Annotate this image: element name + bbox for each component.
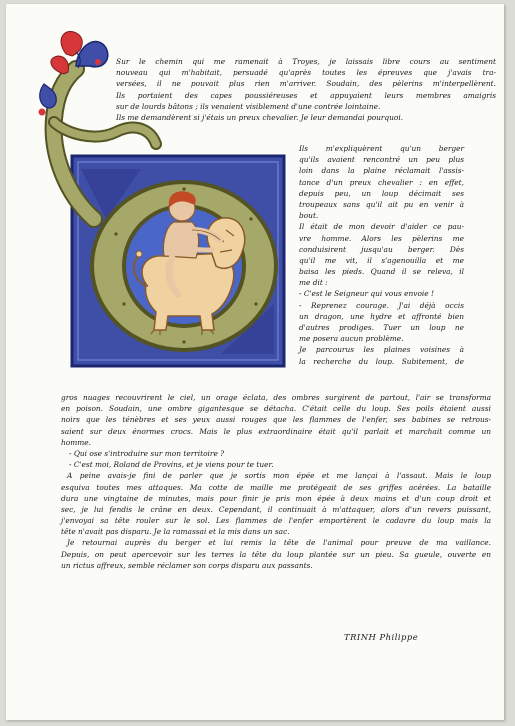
text-line: nouveau qui m'habitait, persuadé qu'après toutes les épreuves que j'avais tra- [116, 68, 496, 78]
text-line: Sur le chemin qui me ramenait à Troyes, je laissais libre cours au sentiment [116, 57, 496, 66]
text-line: baisa les pieds. Quand il se releva, il [299, 267, 464, 277]
text-line: en poison. Soudain, une ombre gigantesque se détacha. C'était celle du loup. Ses poils étaient aussi [61, 404, 491, 414]
text-line: versées, il ne pouvait plus rien m'arriver. Soudain, des pèlerins m'interpellèrent. [116, 79, 496, 89]
text-line: A peine avais-je fini de parler que je sortis mon épée et me lançai à l'assaut. Mais le loup [67, 471, 491, 481]
intro-paragraph [116, 56, 496, 123]
dialogue-line: - Qui ose s'introduire sur mon territoire ? [69, 448, 225, 458]
text-line: Ils m'expliquèrent qu'un berger [299, 144, 464, 153]
text-line: sec, je lui fendis le crâne en deux. Cependant, il continuait à m'attaquer, alors d'un revers puissant, [61, 504, 491, 514]
text-line: un rictus affreux, semble réclamer son corps disparu aux passants. [61, 560, 313, 570]
text-line: dura une vingtaine de minutes, mais pour finir je pris mon épée à deux mains et d'un coup droit et [61, 493, 491, 503]
text-line: un dragon, une hydre et affronté bien [299, 311, 464, 321]
text-line: tête n'avait pas disparu. Je la ramassai et la mis dans un sac. [61, 527, 290, 537]
text-line: noirs que les ténèbres et ses yeux aussi rouges que les flammes de l'enfer, ses babines se retrous- [61, 415, 491, 425]
story-paragraphs [61, 392, 491, 571]
text-line: - C'est le Seigneur qui vous envoie ! [299, 289, 434, 299]
text-line: gros nuages recouvrirent le ciel, un orage éclata, des ombres surgirent de partout, l'air se transforma [61, 393, 491, 402]
text-line: qu'il me vit, il s'agenouilla et me [299, 255, 464, 265]
text-line: - Reprenez courage. J'ai déjà occis [299, 300, 464, 310]
text-line: la recherche du loup. Subitement, de [299, 356, 464, 366]
text-line: me posera aucun problème. [299, 334, 404, 344]
text-line: d'autres prodiges. Tuer un loup ne [299, 323, 464, 332]
text-line: Je retournai auprès du berger et lui remis la tête de l'animal pour preuve de ma vaillance. [67, 538, 491, 548]
text-line: Il était de mon devoir d'aider ce pau- [299, 222, 464, 232]
text-line: loin dans la plaine réclamait l'assis- [299, 166, 464, 176]
text-line: homme. [61, 437, 91, 447]
text-line: conduisirent jusqu'au berger. Dès [299, 244, 464, 254]
text-line: saient sur deux énormes crocs. Mais le plus extraordinaire était qu'il parlait et marchait comme un [61, 426, 491, 436]
text-line: me dit : [299, 278, 328, 288]
text-line: qu'ils avaient rencontré un peu plus [299, 155, 464, 165]
manuscript-page [6, 4, 504, 720]
text-line: sur de lourds bâtons ; ils venaient visiblement d'une contrée lointaine. [116, 101, 381, 111]
text-line: troupeaux sans qu'il ait pu en venir à [299, 199, 464, 209]
text-line: Ils portaient des capes poussiéreuses et appuyaient leurs membres amaigris [116, 90, 496, 100]
text-line: Je parcourus les plaines voisines à [299, 345, 464, 355]
text-line: tance d'un preux chevalier : en effet, [299, 177, 464, 187]
text-line: vre homme. Alors les pèlerins me [299, 233, 464, 243]
text-line: esquiva toutes mes attaques. Ma cotte de maille me protégeait de ses griffes acérées. La bataille [61, 482, 491, 492]
text-line: j'envoyai sa tête rouler sur le sol. Les flammes de l'enfer emportèrent le cadavre du loup mais la [61, 516, 491, 526]
text-line: Ils me demandèrent si j'étais un preux chevalier. Je leur demandai pourquoi. [116, 112, 404, 122]
text-line: depuis peu, un loup décimait ses [299, 188, 464, 198]
author-signature: TRINH Philippe [344, 632, 419, 642]
side-column [299, 143, 464, 367]
dialogue-line: - C'est moi, Roland de Provins, et je viens pour te tuer. [69, 460, 274, 470]
text-line: bout. [299, 211, 319, 221]
text-line: Depuis, on peut apercevoir sur les terres la tête du loup plantée sur un pieu. Sa gueule, ouverte en [61, 549, 491, 559]
